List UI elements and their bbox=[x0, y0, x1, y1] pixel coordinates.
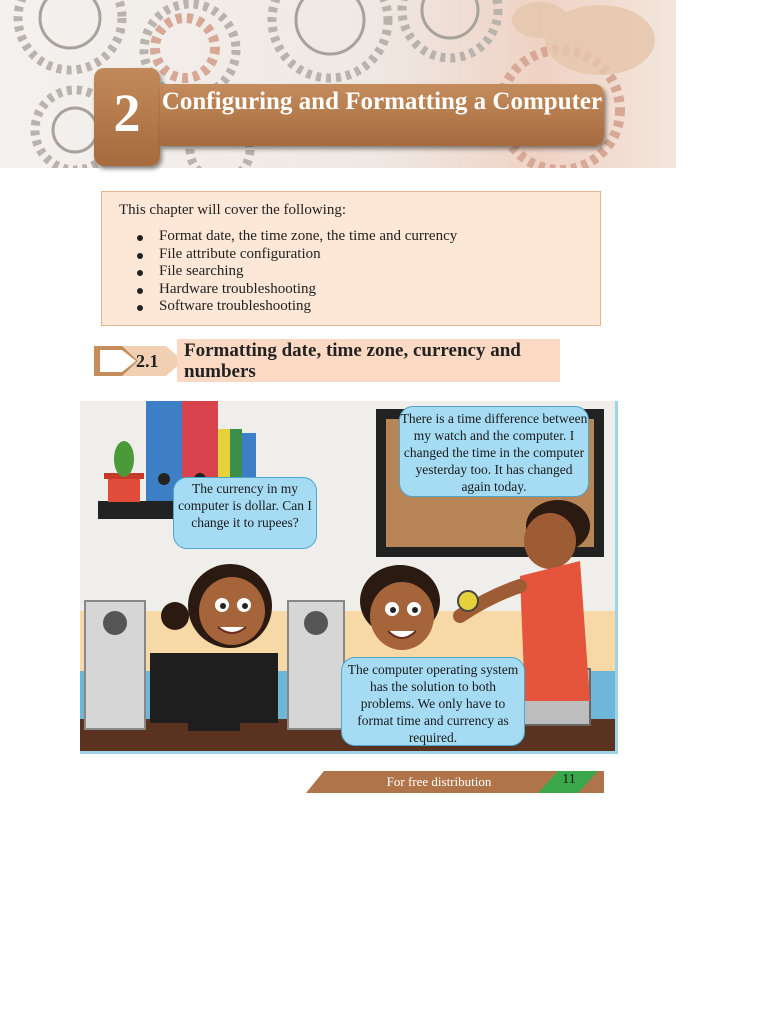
list-item-text: Format date, the time zone, the time and currency bbox=[159, 228, 458, 244]
speech-bubble-solution bbox=[341, 657, 525, 746]
bubble-text: There is a time difference between my watch and the computer. I changed the time in the computer yesterday too. It has changed again today. bbox=[400, 411, 588, 494]
section-number: 2.1 bbox=[136, 351, 159, 371]
bubble-text: The currency in my computer is dollar. Can I change it to rupees? bbox=[178, 481, 312, 530]
bullet-icon bbox=[137, 270, 143, 276]
list-item bbox=[133, 281, 457, 299]
coverage-intro: This chapter will cover the following: bbox=[119, 202, 347, 218]
list-item-text: File attribute configuration bbox=[159, 245, 321, 262]
footer-distribution: For free distribution bbox=[386, 774, 492, 789]
speech-bubble-currency bbox=[173, 477, 317, 549]
section-title: Formatting date, time zone, currency and numbers bbox=[184, 340, 521, 382]
list-item-text: Software troubleshooting bbox=[159, 298, 312, 314]
chapter-title: Configuring and Formatting a Computer bbox=[161, 88, 603, 115]
coverage-list bbox=[133, 228, 457, 316]
speech-bubble-time bbox=[399, 406, 589, 497]
classroom-illustration bbox=[80, 401, 618, 754]
list-item bbox=[133, 298, 457, 316]
page-number: 11 bbox=[562, 772, 576, 787]
list-item bbox=[133, 246, 457, 264]
bullet-icon bbox=[137, 253, 143, 259]
bullet-icon bbox=[137, 288, 143, 294]
bullet-icon bbox=[137, 235, 143, 241]
list-item bbox=[133, 263, 457, 281]
bubble-text: The computer operating system has the solution to both problems. We only have to format time and currency as required. bbox=[347, 662, 519, 745]
list-item-text: File searching bbox=[159, 263, 244, 279]
list-item-text: Hardware troubleshooting bbox=[159, 280, 317, 297]
chapter-number: 2 bbox=[113, 83, 141, 143]
list-item bbox=[133, 228, 457, 246]
bullet-icon bbox=[137, 305, 143, 311]
